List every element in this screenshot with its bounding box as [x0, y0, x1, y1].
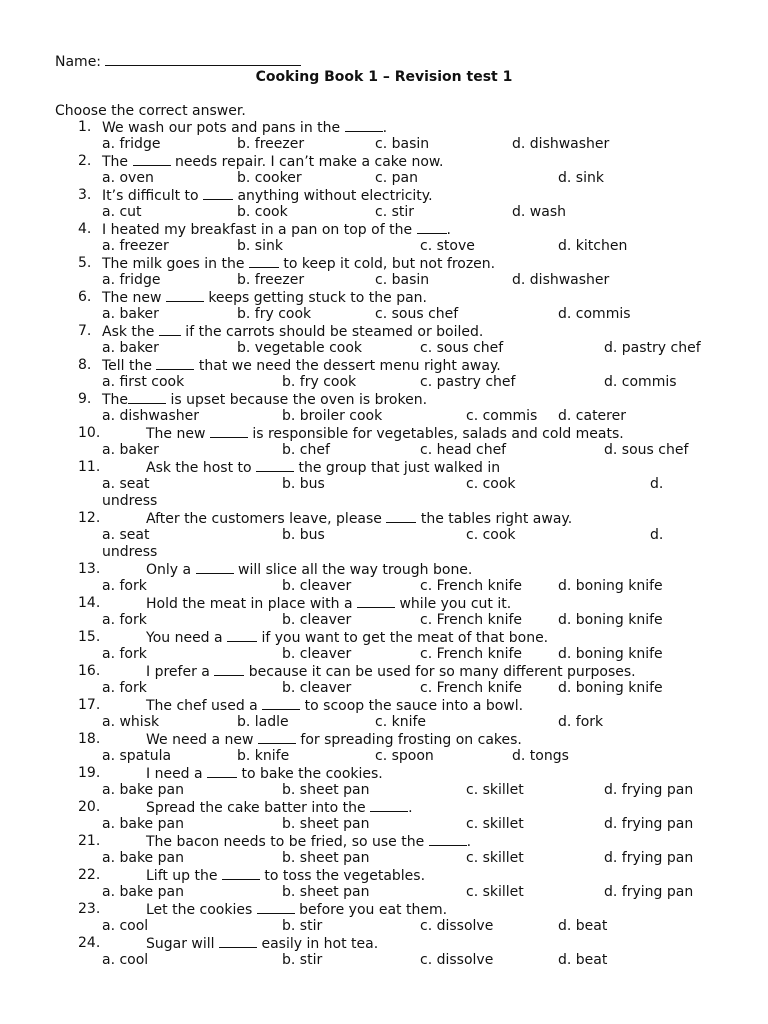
- answer-options: [0, 578, 768, 595]
- answer-options: [0, 918, 768, 935]
- question-text: [146, 765, 383, 783]
- answer-option[interactable]: c. skillet: [466, 816, 524, 832]
- answer-option[interactable]: c. French knife: [420, 680, 522, 696]
- answer-option[interactable]: c. skillet: [466, 850, 524, 866]
- answer-option[interactable]: d. commis: [604, 374, 677, 390]
- answer-blank[interactable]: [258, 731, 296, 744]
- answer-option[interactable]: d. caterer: [558, 408, 626, 424]
- question-row: [0, 187, 768, 204]
- question-text: [146, 935, 378, 953]
- answer-option[interactable]: c. skillet: [466, 782, 524, 798]
- answer-option[interactable]: d. frying pan: [604, 850, 694, 866]
- question-text-after: while you cut it.: [395, 596, 512, 612]
- answer-blank[interactable]: [214, 663, 244, 676]
- question-text: [102, 153, 444, 171]
- question-number: 17.: [78, 697, 101, 713]
- answer-option[interactable]: b. stir: [282, 952, 323, 968]
- answer-blank[interactable]: [219, 935, 257, 948]
- answer-option[interactable]: c. sous chef: [375, 306, 459, 322]
- question-number: 5.: [78, 255, 92, 271]
- answer-option[interactable]: b. sink: [237, 238, 283, 254]
- question-number: 12.: [78, 510, 101, 526]
- question-text-after: the group that just walked in: [294, 460, 501, 476]
- question-text-before: The: [102, 392, 129, 408]
- question-text-after: before you eat them.: [294, 902, 448, 918]
- question-number: 23.: [78, 901, 101, 917]
- question-text-after: will slice all the way trough bone.: [233, 562, 473, 578]
- question-text: [102, 391, 427, 409]
- question-number: 6.: [78, 289, 92, 305]
- answer-option[interactable]: d. boning knife: [558, 612, 663, 628]
- answer-option[interactable]: a. fork: [102, 612, 147, 628]
- question-text-after: the tables right away.: [416, 511, 573, 527]
- question-text-after: keeps getting stuck to the pan.: [203, 290, 427, 306]
- question-row: [0, 255, 768, 272]
- answer-option[interactable]: d. commis: [558, 306, 631, 322]
- question-text: [146, 867, 425, 885]
- answer-option[interactable]: d. wash: [512, 204, 566, 220]
- question-text: [102, 187, 433, 205]
- question-number: 22.: [78, 867, 101, 883]
- answer-option[interactable]: b. bus: [282, 527, 325, 543]
- answer-option[interactable]: d. boning knife: [558, 646, 663, 662]
- answer-option[interactable]: a. dishwasher: [102, 408, 199, 424]
- question-text-before: Spread the cake batter into the: [146, 800, 371, 816]
- answer-blank[interactable]: [256, 459, 294, 472]
- question-text-before: Lift up the: [146, 868, 222, 884]
- answer-option[interactable]: c. French knife: [420, 646, 522, 662]
- question-row: [0, 765, 768, 782]
- answer-option[interactable]: c. French knife: [420, 612, 522, 628]
- answer-option[interactable]: a. bake pan: [102, 850, 184, 866]
- question-text-before: The new: [146, 426, 210, 442]
- answer-blank[interactable]: [227, 629, 257, 642]
- answer-option[interactable]: a. spatula: [102, 748, 172, 764]
- answer-option[interactable]: undress: [102, 544, 158, 560]
- question-number: 3.: [78, 187, 92, 203]
- question-text: [146, 663, 636, 681]
- answer-blank[interactable]: [166, 289, 204, 302]
- answer-blank[interactable]: [156, 357, 194, 370]
- question-text-after: anything without electricity.: [233, 188, 433, 204]
- answer-option[interactable]: c. basin: [375, 272, 430, 288]
- question-text-before: Hold the meat in place with a: [146, 596, 358, 612]
- question-text-after: to scoop the sauce into a bowl.: [300, 698, 524, 714]
- question-text-after: easily in hot tea.: [257, 936, 379, 952]
- answer-blank[interactable]: [386, 510, 416, 523]
- answer-option[interactable]: a. bake pan: [102, 816, 184, 832]
- question-text-before: After the customers leave, please: [146, 511, 387, 527]
- answer-option[interactable]: c. pastry chef: [420, 374, 516, 390]
- answer-option[interactable]: a. fridge: [102, 272, 161, 288]
- answer-option[interactable]: a. fork: [102, 578, 147, 594]
- answer-option[interactable]: b. vegetable cook: [237, 340, 363, 356]
- answer-option[interactable]: c. skillet: [466, 884, 524, 900]
- answer-options: [0, 272, 768, 289]
- answer-option[interactable]: c. commis: [466, 408, 538, 424]
- question-number: 24.: [78, 935, 101, 951]
- answer-option[interactable]: b. ladle: [237, 714, 289, 730]
- question-row: [0, 561, 768, 578]
- question-text-before: The bacon needs to be fried, so use the: [146, 834, 429, 850]
- answer-option[interactable]: c. French knife: [420, 578, 522, 594]
- answer-option[interactable]: a. fork: [102, 646, 147, 662]
- question-row: [0, 391, 768, 408]
- question-text-before: Let the cookies: [146, 902, 257, 918]
- answer-options: [0, 170, 768, 187]
- question-text-before: The new: [102, 290, 166, 306]
- question-text-before: Ask the host to: [146, 460, 257, 476]
- answer-option[interactable]: b. sheet pan: [282, 816, 370, 832]
- answer-option[interactable]: b. cleaver: [282, 680, 352, 696]
- question-number: 8.: [78, 357, 92, 373]
- question-row: [0, 357, 768, 374]
- question-text-after: .: [466, 834, 472, 850]
- question-text-after: for spreading frosting on cakes.: [295, 732, 522, 748]
- answer-blank[interactable]: [203, 187, 233, 200]
- answer-options: [0, 442, 768, 459]
- answer-blank[interactable]: [249, 255, 279, 268]
- answer-option[interactable]: a. oven: [102, 170, 154, 186]
- answer-blank[interactable]: [357, 595, 395, 608]
- answer-option[interactable]: a. seat: [102, 527, 150, 543]
- question-number: 19.: [78, 765, 101, 781]
- answer-option[interactable]: d. fork: [558, 714, 604, 730]
- answer-option[interactable]: d. sous chef: [604, 442, 689, 458]
- answer-option[interactable]: a. baker: [102, 340, 159, 356]
- answer-option[interactable]: a. whisk: [102, 714, 160, 730]
- question-text: [146, 799, 413, 817]
- answer-options: [0, 680, 768, 697]
- answer-options: [0, 306, 768, 323]
- question-text: [102, 357, 501, 375]
- question-row: [0, 289, 768, 306]
- question-text-after: needs repair. I can’t make a cake now.: [170, 154, 444, 170]
- question-text-before: Sugar will: [146, 936, 220, 952]
- question-text-after: is responsible for vegetables, salads and cold meats.: [247, 426, 624, 442]
- question-row: [0, 459, 768, 476]
- answer-option[interactable]: c. sous chef: [420, 340, 504, 356]
- question-number: 2.: [78, 153, 92, 169]
- question-text: [146, 731, 522, 749]
- answer-options: [0, 238, 768, 255]
- answer-options: [0, 816, 768, 833]
- answer-option[interactable]: c. stove: [420, 238, 475, 254]
- question-text-after: to toss the vegetables.: [259, 868, 426, 884]
- question-text-before: We need a new: [146, 732, 258, 748]
- question-row: [0, 153, 768, 170]
- answer-option[interactable]: b. fry cook: [237, 306, 312, 322]
- question-text: [146, 697, 523, 715]
- answer-blank[interactable]: [429, 833, 467, 846]
- question-text-after: .: [382, 120, 388, 136]
- question-number: 16.: [78, 663, 101, 679]
- answer-option[interactable]: d. dishwasher: [512, 272, 610, 288]
- answer-option[interactable]: c. stir: [375, 204, 415, 220]
- question-text-before: I prefer a: [146, 664, 215, 680]
- question-text-after: .: [446, 222, 451, 238]
- answer-option[interactable]: b. stir: [282, 918, 323, 934]
- answer-options: [0, 476, 768, 510]
- answer-option[interactable]: d. beat: [558, 952, 608, 968]
- answer-option[interactable]: d. tongs: [512, 748, 569, 764]
- answer-option[interactable]: d. dishwasher: [512, 136, 610, 152]
- answer-option[interactable]: b. fry cook: [282, 374, 357, 390]
- question-text: [146, 425, 624, 443]
- answer-option[interactable]: b. cook: [237, 204, 288, 220]
- question-row: [0, 867, 768, 884]
- question-text-after: .: [408, 800, 413, 816]
- question-text: [146, 629, 548, 647]
- answer-option[interactable]: d. frying pan: [604, 782, 694, 798]
- answer-option[interactable]: b. freezer: [237, 272, 305, 288]
- answer-option[interactable]: d. sink: [558, 170, 604, 186]
- answer-options: [0, 408, 768, 425]
- question-row: [0, 901, 768, 918]
- answer-options: [0, 850, 768, 867]
- question-text-after: to keep it cold, but not frozen.: [278, 256, 496, 272]
- question-row: [0, 731, 768, 748]
- answer-blank[interactable]: [345, 119, 383, 132]
- question-row: [0, 119, 768, 136]
- question-text: [146, 459, 500, 477]
- question-text: [102, 119, 387, 137]
- question-row: [0, 323, 768, 340]
- question-row: [0, 935, 768, 952]
- question-row: [0, 833, 768, 850]
- answer-blank[interactable]: [370, 799, 408, 812]
- answer-option[interactable]: a. first cook: [102, 374, 185, 390]
- answer-options: [0, 340, 768, 357]
- question-row: [0, 663, 768, 680]
- answer-option[interactable]: c. cook: [466, 527, 516, 543]
- answer-option[interactable]: a. freezer: [102, 238, 169, 254]
- page-title-text: Cooking Book 1 – Revision test 1: [255, 69, 513, 85]
- answer-blank[interactable]: [207, 765, 237, 778]
- answer-options: [0, 646, 768, 663]
- answer-option[interactable]: b. cooker: [237, 170, 302, 186]
- answer-option[interactable]: undress: [102, 493, 158, 509]
- question-text: [146, 901, 447, 919]
- answer-blank[interactable]: [222, 867, 260, 880]
- name-label: Name:: [55, 54, 102, 70]
- answer-options: [0, 374, 768, 391]
- question-number: 20.: [78, 799, 101, 815]
- answer-option[interactable]: d. beat: [558, 918, 608, 934]
- answer-option[interactable]: d. boning knife: [558, 680, 663, 696]
- answer-option[interactable]: a. fridge: [102, 136, 161, 152]
- question-number: 15.: [78, 629, 101, 645]
- answer-options: [0, 952, 768, 969]
- answer-blank[interactable]: [159, 323, 181, 336]
- question-row: [0, 629, 768, 646]
- answer-option[interactable]: d. pastry chef: [604, 340, 701, 356]
- question-text: [102, 289, 427, 307]
- question-text: [102, 221, 451, 239]
- answer-options: [0, 884, 768, 901]
- question-text-before: I need a: [146, 766, 208, 782]
- answer-option[interactable]: b. bus: [282, 476, 325, 492]
- answer-option[interactable]: b. chef: [282, 442, 330, 458]
- answer-options: [0, 612, 768, 629]
- answer-option[interactable]: d.: [650, 476, 664, 492]
- question-text-after: to bake the cookies.: [237, 766, 383, 782]
- question-text-after: that we need the dessert menu right away.: [194, 358, 501, 374]
- answer-options: [0, 748, 768, 765]
- answer-blank[interactable]: [417, 221, 447, 234]
- answer-options: [0, 527, 768, 561]
- answer-option[interactable]: a. baker: [102, 442, 159, 458]
- answer-options: [0, 136, 768, 153]
- answer-option[interactable]: b. cleaver: [282, 646, 352, 662]
- answer-blank[interactable]: [257, 901, 295, 914]
- question-row: [0, 595, 768, 612]
- question-text-before: The: [102, 154, 133, 170]
- answer-option[interactable]: c. basin: [375, 136, 430, 152]
- page-title: [0, 68, 768, 86]
- answer-option[interactable]: b. sheet pan: [282, 850, 370, 866]
- answer-blank[interactable]: [133, 153, 171, 166]
- question-row: [0, 799, 768, 816]
- answer-option[interactable]: c. cook: [466, 476, 516, 492]
- question-text: [102, 323, 483, 341]
- question-text-before: I heated my breakfast in a pan on top of the: [102, 222, 417, 238]
- question-row: [0, 425, 768, 442]
- answer-option[interactable]: c. head chef: [420, 442, 507, 458]
- answer-option[interactable]: d.: [650, 527, 664, 543]
- question-number: 21.: [78, 833, 101, 849]
- answer-blank[interactable]: [210, 425, 248, 438]
- question-number: 11.: [78, 459, 101, 475]
- answer-option[interactable]: c. spoon: [375, 748, 434, 764]
- answer-option[interactable]: c. dissolve: [420, 952, 494, 968]
- answer-option[interactable]: d. frying pan: [604, 884, 694, 900]
- question-text-before: We wash our pots and pans in the: [102, 120, 345, 136]
- answer-options: [0, 714, 768, 731]
- answer-option[interactable]: a. seat: [102, 476, 150, 492]
- answer-option[interactable]: a. baker: [102, 306, 159, 322]
- question-number: 10.: [78, 425, 101, 441]
- answer-option[interactable]: a. bake pan: [102, 884, 184, 900]
- answer-option[interactable]: b. sheet pan: [282, 782, 370, 798]
- instructions: Choose the correct answer.: [55, 103, 246, 119]
- answer-option[interactable]: b. cleaver: [282, 612, 352, 628]
- answer-option[interactable]: b. broiler cook: [282, 408, 383, 424]
- question-text-after: is upset because the oven is broken.: [166, 392, 428, 408]
- question-text-before: The milk goes in the: [102, 256, 249, 272]
- answer-option[interactable]: c. pan: [375, 170, 418, 186]
- question-number: 13.: [78, 561, 101, 577]
- question-number: 18.: [78, 731, 101, 747]
- question-list: [0, 119, 768, 969]
- question-text-before: You need a: [146, 630, 228, 646]
- question-text: [146, 510, 572, 528]
- question-text-after: if you want to get the meat of that bone.: [257, 630, 549, 646]
- question-text-after: because it can be used for so many different purposes.: [244, 664, 636, 680]
- answer-options: [0, 782, 768, 799]
- answer-blank[interactable]: [196, 561, 234, 574]
- question-row: [0, 221, 768, 238]
- answer-option[interactable]: c. dissolve: [420, 918, 494, 934]
- answer-option[interactable]: d. boning knife: [558, 578, 663, 594]
- answer-option[interactable]: d. frying pan: [604, 816, 694, 832]
- question-number: 9.: [78, 391, 92, 407]
- answer-option[interactable]: d. kitchen: [558, 238, 628, 254]
- name-blank[interactable]: [105, 51, 301, 66]
- question-text: [146, 833, 471, 851]
- question-row: [0, 510, 768, 527]
- question-text: [102, 255, 495, 273]
- question-number: 14.: [78, 595, 101, 611]
- answer-option[interactable]: c. knife: [375, 714, 427, 730]
- question-text-before: The chef used a: [146, 698, 263, 714]
- answer-option[interactable]: a. fork: [102, 680, 147, 696]
- question-text-before: Tell the: [102, 358, 157, 374]
- answer-options: [0, 204, 768, 221]
- question-number: 4.: [78, 221, 92, 237]
- answer-option[interactable]: a. bake pan: [102, 782, 184, 798]
- answer-option[interactable]: a. cool: [102, 952, 149, 968]
- question-text-before: It’s difficult to: [102, 188, 204, 204]
- question-text: [146, 595, 511, 613]
- answer-option[interactable]: b. freezer: [237, 136, 305, 152]
- question-text: [146, 561, 472, 579]
- answer-blank[interactable]: [262, 697, 300, 710]
- answer-option[interactable]: a. cool: [102, 918, 149, 934]
- question-text-before: Only a: [146, 562, 196, 578]
- question-number: 7.: [78, 323, 92, 339]
- question-row: [0, 697, 768, 714]
- question-text-before: Ask the: [102, 324, 159, 340]
- answer-option[interactable]: a. cut: [102, 204, 142, 220]
- answer-option[interactable]: b. knife: [237, 748, 290, 764]
- question-number: 1.: [78, 119, 92, 135]
- question-text-after: if the carrots should be steamed or boiled.: [180, 324, 484, 340]
- answer-option[interactable]: b. cleaver: [282, 578, 352, 594]
- answer-blank[interactable]: [128, 391, 166, 404]
- answer-option[interactable]: b. sheet pan: [282, 884, 370, 900]
